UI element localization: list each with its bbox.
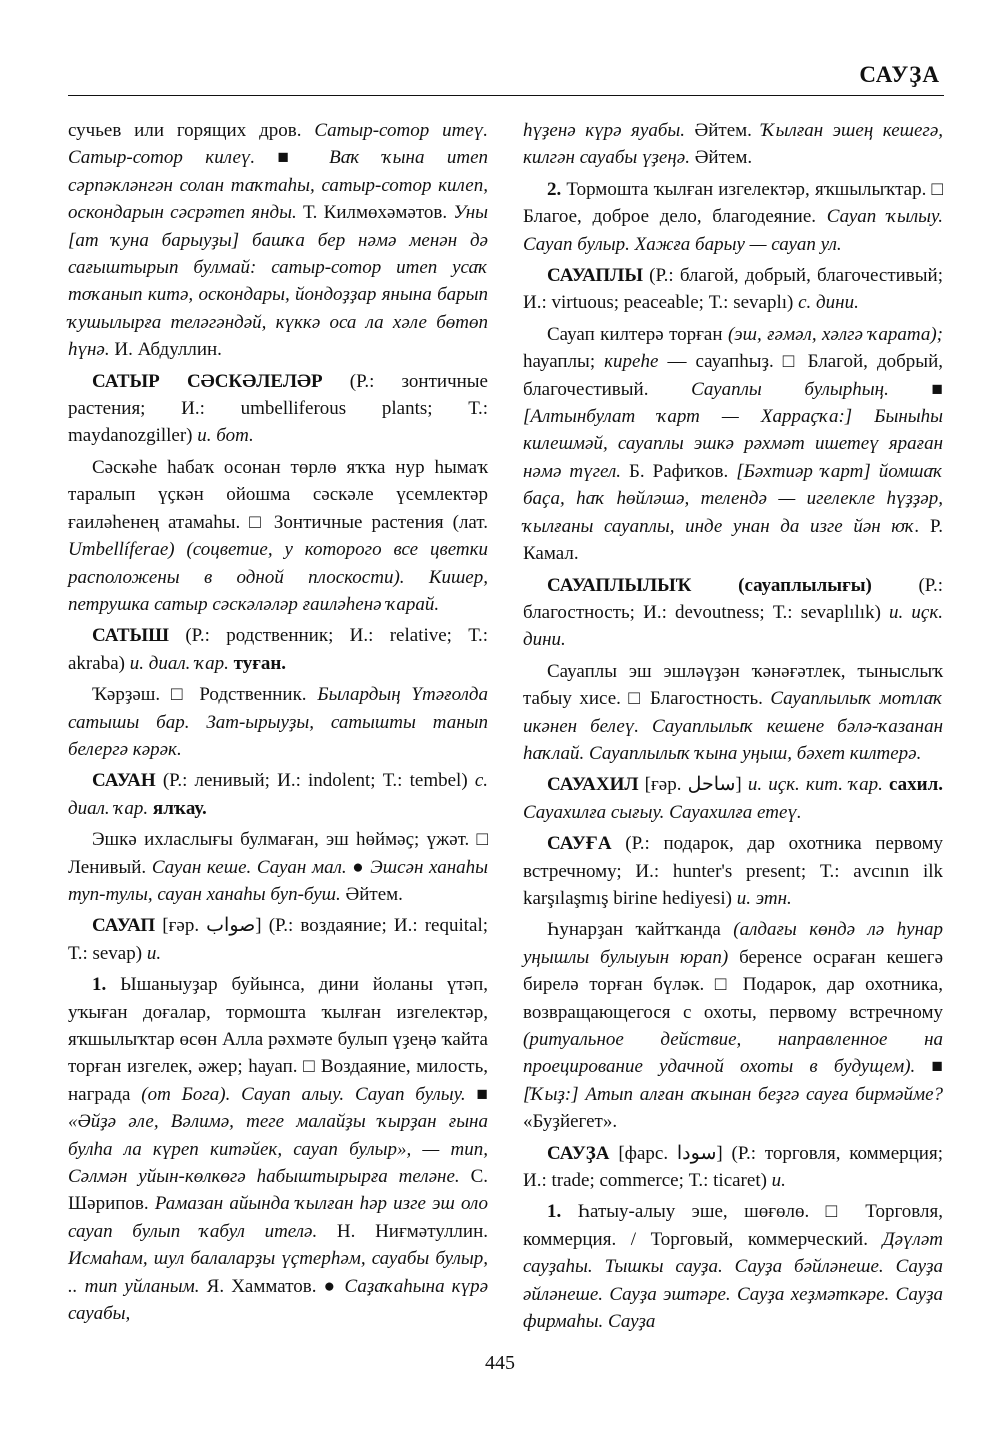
italic-run: (от Бога). Сауап алыу. Сауап булыу. xyxy=(141,1083,466,1105)
italic-run: Дәүләт сауҙаһы. Тышкы сауҙа. Сауҙа бәйләнеше. Сауҙа әйләнеше. Сауҙа эштәре. Сауҙа хеҙмәткәре. Сауҙа фирмаһы. Сауҙа xyxy=(523,1228,943,1333)
bold-run: САУАПЛЫЛЫҠ (сауаплылығы) xyxy=(547,574,872,596)
dictionary-entry-paragraph xyxy=(523,771,943,826)
dictionary-entry-paragraph xyxy=(68,622,488,677)
italic-run: (ритуальное действие, направленное на проецирование удачной охоты в будущем). xyxy=(523,1029,943,1078)
text-run: Б. Рафиҡов. xyxy=(621,460,737,482)
text-run: — сауапһыҙ. □ Благой, добрый, благочестивый. xyxy=(523,351,943,400)
bold-run: САУАН xyxy=(92,770,156,792)
bold-run: ■ xyxy=(255,147,330,169)
italic-run: Сауахилға сығыу. Сауахилға етеү. xyxy=(523,801,802,823)
text-run: Әйтем. xyxy=(340,883,403,905)
text-run: Сәскәһе һабаҡ осонан төрлө яҡҡа нур һымаҡ таралып үҫкән ойошма сәскәле үсемлектәр ғаиләһенең атамаһы. □ Зонтичные растения (лат. xyxy=(68,456,488,533)
dictionary-entry-paragraph xyxy=(68,971,488,1327)
bold-run: САТЫР СӘСКӘЛЕЛӘР xyxy=(92,370,323,392)
dictionary-entry-paragraph xyxy=(523,830,943,912)
text-run: Һатыу-алыу эше, шөғөлө. □ Торговля, коммерция. / Торговый, коммерческий. xyxy=(523,1201,943,1250)
text-run: Т. Килмөхәмәтов. xyxy=(296,202,454,224)
bold-run: 1. xyxy=(547,1201,562,1223)
dictionary-entry-paragraph xyxy=(523,321,943,568)
text-run: (Р.: благостность; И.: devoutness; Т.: sevaplılık) xyxy=(523,574,943,623)
italic-run: Уны [ат ҡуна барыуҙы] башҡа бер нәмә менән дә сағыштырып булмай: сатыр-сотор итеп усаҡ тоҡанып китә, оскондары, йондоҙҙар янына барып ҡушылырға теләгәндәй, күккә оса ла хәле бөтөп һүнә. xyxy=(68,202,488,361)
text-run: Р. Камал. xyxy=(523,515,943,565)
italic-run: Сауаплы булырһың. xyxy=(691,378,889,400)
dictionary-entry-paragraph xyxy=(68,826,488,908)
text-run: Һунарҙан ҡайтҡанда xyxy=(547,919,734,941)
text-run: Эшкә ихласлығы булмаған, эш һөймәҫ; үжәт. □ Ленивый. xyxy=(68,829,488,878)
text-run: (Р.: родственник; И.: relative; Т.: akraba) xyxy=(68,625,488,674)
italic-run: с. диал. ҡар. xyxy=(68,770,488,819)
italic-run: Сауаплылыҡ мотлаҡ икәнен белеү. Сауаплылыҡ кешене бәлә-ҡазанан һаҡлай. Сауаплылыҡ ҡына уңыш, бәхет килтерә. xyxy=(523,688,943,764)
dictionary-entry-paragraph xyxy=(68,912,488,967)
italic-run: (алдағы көндә лә һунар уңышлы булыуын юрап) xyxy=(523,919,943,968)
text-run: С. Шәрипов. xyxy=(68,1166,488,1215)
text-run: Тормошта ҡылған изгелектәр, яҡшылыҡтар. □ Благое, доброе дело, благодеяние. xyxy=(523,178,943,228)
dictionary-entry-paragraph xyxy=(68,454,488,618)
text-run: [ғәр. ساحل] xyxy=(638,774,748,796)
italic-run: и. бот. xyxy=(197,425,254,447)
bold-run: ■ xyxy=(465,1083,488,1105)
text-run: Я. Хамматов. ● xyxy=(199,1275,345,1297)
text-run: сучьев или горящих дров. xyxy=(68,120,315,141)
italic-run: киреһе xyxy=(604,351,659,373)
dictionary-entry-paragraph xyxy=(523,658,943,768)
bold-run: ялҡау. xyxy=(148,797,207,819)
bold-run: 2. xyxy=(547,178,562,200)
text-run: Сауап килтерә торған xyxy=(547,323,728,345)
dictionary-entry-paragraph xyxy=(68,368,488,450)
right-column xyxy=(523,117,943,1335)
bold-run: туған. xyxy=(228,652,287,674)
bold-run: САУАПЛЫ xyxy=(547,265,643,287)
text-run: ● xyxy=(346,856,371,878)
text-run: (Р.: зонтичные растения; И.: umbelliferous plants; Т.: maydanozgiller) xyxy=(68,370,488,447)
dictionary-entry-paragraph xyxy=(523,1140,943,1195)
italic-run: и. xyxy=(146,942,162,964)
text-run: [ғәр. صواب] (Р.: воздаяние; И.: requital; Т.: sevap) xyxy=(68,915,488,964)
text-run: Ышаныуҙар буйынса, дини йоланы үтәп, уҡыған доғалар, тормошта ҡылған изгелектәр, яҡшылыҡтар өсөн Алла рәхмәте булып үҙеңә ҡайта торған изгелек, әжер; һауап. □ Воздаяние, милость, награда xyxy=(68,974,488,1105)
bold-run: САУАХИЛ xyxy=(547,774,639,796)
bold-run: САТЫШ xyxy=(92,625,170,647)
italic-run: Саҙаҡаһына күрә сауабы, xyxy=(68,1275,489,1325)
text-run: һауаплы; xyxy=(523,351,605,373)
text-run: Әйтем. xyxy=(689,147,753,169)
italic-run: Сауап ҡылыу. Сауап булыр. Хажға барыу — сауап ул. xyxy=(523,206,943,255)
dictionary-entry-paragraph xyxy=(523,1198,943,1335)
bold-run: САУАП xyxy=(92,915,156,937)
bold-run: 1. xyxy=(92,974,107,996)
italic-run: һүҙенә күрә яуабы. xyxy=(523,120,685,141)
dictionary-entry-paragraph xyxy=(68,681,488,763)
text-run: Сауаплы эш эшләүҙән ҡәнәғәтлек, тыныслыҡ табыу хисе. □ Благостность. xyxy=(523,660,943,710)
text-run: [фарс. سودا] (Р.: торговля, коммерция; И.: trade; commerce; Т.: ticaret) xyxy=(523,1142,943,1192)
italic-run: Сатыр-сотор итеү. Сатыр-сотор килеү. xyxy=(68,120,488,169)
italic-run: [Бәхтиәр ҡарт] йомшаҡ баҫа, һаҡ һөйләшә, телендә — игелекле һүҙҙәр, ҡылғаны сауаплы, инде унан да изге йән юҡ. xyxy=(523,460,943,537)
header-rule xyxy=(68,95,944,96)
italic-run: и. этн. xyxy=(736,887,792,909)
dictionary-entry-paragraph xyxy=(523,117,943,172)
italic-run: Эшсән ханаһы туп-тулы, сауан ханаһы буп-буш. xyxy=(68,856,488,905)
text-run: Н. Ниғмәтуллин. xyxy=(317,1220,488,1242)
dictionary-entry-paragraph xyxy=(68,117,488,364)
italic-run: и. диал. ҡар. xyxy=(129,652,229,674)
dictionary-entry-paragraph xyxy=(523,262,943,317)
italic-run: «Әйҙә әле, Вәлимә, теге малайҙы ҡырҙан ғына булһа ла күреп китәйек, сауап булыр», — тип, Сәлмән уйын-көлкөгә һабыштырырға теләне. xyxy=(68,1111,488,1188)
bold-run: ■ xyxy=(888,378,943,400)
italic-run: Рамазан айында ҡылған һәр изге эш оло сауап булып ҡабул ителә. xyxy=(68,1193,488,1242)
text-run: Әйтем. xyxy=(685,120,762,141)
italic-run: Исмаһам, шул балаларҙы үҫтерһәм, сауабы булыр, .. тип уйланым. xyxy=(68,1248,488,1297)
italic-run: и. иҫк. дини. xyxy=(523,601,944,651)
dictionary-entry-paragraph xyxy=(523,916,943,1135)
italic-run: Сауан кеше. Сауан мал. xyxy=(151,856,347,878)
dictionary-entry-paragraph xyxy=(523,176,943,258)
bold-run: ■ xyxy=(915,1056,943,1078)
italic-run: [Алтынбулат ҡарт — Харраҫҡа:] Быныһы килешмәй, сауаплы эшкә рәхмәт ишетеү яраған нәмә түгел. xyxy=(523,406,943,482)
left-column xyxy=(68,117,488,1327)
dictionary-entry-paragraph xyxy=(68,767,488,822)
text-run: И. Абдуллин. xyxy=(109,339,222,361)
italic-run: [Ҡыҙ:] Атып алған аҡынан беҙгә сауға бирмәйме? xyxy=(523,1083,943,1105)
dictionary-entry-paragraph xyxy=(523,572,943,654)
bold-run: САУҘА xyxy=(547,1142,610,1164)
italic-run: с. дини. xyxy=(798,292,859,314)
italic-run: Umbellíferae) (соцветие, у которого все цветки расположены в одной плоскости). Кишер, петрушка сатыр сәскәләләр ғаиләһенә ҡарай. xyxy=(68,539,488,615)
text-run: (Р.: благой, добрый, благочестивый; И.: virtuous; peaceable; Т.: sevaplı) xyxy=(523,265,943,314)
italic-run: Ҡылған эшең кешегә, килгән сауабы үҙеңә. xyxy=(523,120,943,169)
italic-run: и. иҫк. кит. ҡар. xyxy=(747,774,883,796)
text-run: «Буҙйегет». xyxy=(523,1111,618,1133)
bold-run: САУҒА xyxy=(547,833,612,855)
text-run: (Р.: ленивый; И.: indolent; Т.: tembel) xyxy=(155,770,475,792)
bold-run: сахил. xyxy=(882,774,943,796)
page-number: 445 xyxy=(485,1352,515,1374)
italic-run: (эш, ғәмәл, хәлгә ҡарата); xyxy=(727,323,943,345)
text-run: беренсе осраған кешегә бирелә торған бүләк. □ Подарок, дар охотника, возвращающегося с охоты, первому встречному xyxy=(523,946,944,1023)
italic-run: и. xyxy=(771,1170,786,1192)
text-run: Ҡәрҙәш. □ Родственник. xyxy=(92,684,318,706)
running-head: САУҘА xyxy=(859,62,940,87)
italic-run: Ваҡ ҡына итеп сәрпәкләнгән солан таҡтаһы, сатыр-сотор килеп, оскондарын сәсрәтеп янды. xyxy=(68,147,488,224)
italic-run: Былардың Үтәғолда сатышы бар. Зат-ырыуҙы, сатышты танып белергә кәрәк. xyxy=(68,684,488,760)
text-run: (Р.: подарок, дар охотника первому встречному; И.: hunter's present; Т.: avcının ilk karşılaşmış birine hediyesi) xyxy=(523,833,943,909)
